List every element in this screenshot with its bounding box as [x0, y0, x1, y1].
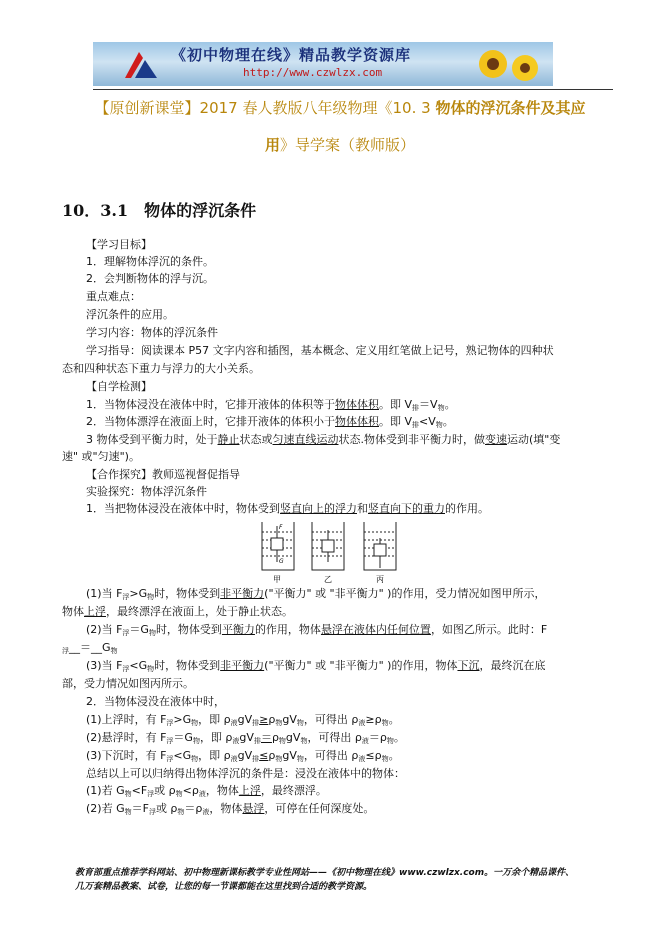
- goal-1: 1．理解物体浮沉的条件。: [86, 255, 214, 268]
- case-2: (2)当 $F_浮=G_物$时，物体受到平衡力的作用，物体悬浮在液体内任何位置，如图乙所示。此时：F: [86, 623, 548, 637]
- self-check-1: 1．当物体浸没在液体中时，它排开液体的体积等于物体体积。即 $V_排=V_物$。: [86, 398, 456, 412]
- rule-1: (1)若 $G_物<F_浮$或 $\rho_物<\rho_液$，物体上浮，最终漂浮。: [86, 784, 327, 798]
- footer: [75, 866, 590, 894]
- summary-text: 总结以上可以归纳得出物体浮沉的条件是：浸没在液体中的物体：: [86, 767, 405, 780]
- case-1: (1)当 $F_浮>G_物$时，物体受到非平衡力("平衡力" 或 "非平衡力" )的作用，受力情况如图甲所示，: [86, 587, 546, 601]
- footer-line-1: 教育部重点推荐学科网站、初中物理新课标教学专业性网站——《初中物理在线》www.czwlzx.com。一万余个精品课件、: [75, 868, 575, 878]
- banner-url[interactable]: http://www.czwlzx.com: [243, 66, 383, 79]
- key-text: 浮沉条件的应用。: [86, 308, 174, 321]
- exp-2: 2．当物体浸没在液体中时，: [86, 695, 225, 708]
- sunflower-icon: [473, 44, 543, 86]
- self-check-3-cont: 速" 或"匀速")。: [62, 450, 140, 463]
- case-3: (3)当 $F_浮<G_物$时，物体受到非平衡力("平衡力" 或 "非平衡力" )的作用，物体下沉，最终沉在底: [86, 659, 546, 673]
- section-heading: 10．3.1 物体的浮沉条件: [62, 201, 257, 220]
- goals-label: 【学习目标】: [86, 238, 152, 251]
- case-2-cont: $_浮\_\_=\_\_G_物$: [62, 641, 118, 655]
- footer-line-2: 几万套精品教案、试卷，让您的每一节课都能在这里找到合适的教学资源。: [75, 882, 373, 892]
- case-1-cont: 物体上浮，最终漂浮在液面上，处于静止状态。: [62, 605, 293, 618]
- case-3-cont: 部，受力情况如图丙所示。: [62, 677, 194, 690]
- beaker-yi: [312, 522, 344, 570]
- fig-label-jia: 甲: [273, 575, 281, 584]
- key-label: 重点难点：: [86, 290, 141, 303]
- float-sink-figure: [256, 518, 406, 586]
- suspended-condition: (2)悬浮时，有 $F_浮=G_物$，即 $\rho_液gV_排=\rho_物gV_物$，可得出 $\rho_液=\rho_物$。: [86, 731, 405, 745]
- fig-label-yi: 乙: [324, 575, 332, 584]
- coop-label: 【合作探究】教师巡视督促指导: [86, 468, 240, 481]
- self-check-label: 【自学检测】: [86, 380, 152, 393]
- fig-label-bing: 丙: [376, 575, 384, 584]
- self-check-2: 2．当物体漂浮在液面上时，它排开液体的体积小于物体体积。即 $V_排<V_物$。: [86, 415, 454, 429]
- fig-label-f: F: [279, 524, 283, 531]
- goal-2: 2．会判断物体的浮与沉。: [86, 272, 214, 285]
- fig-label-g: G: [279, 558, 284, 565]
- sinking-condition: (3)下沉时，有 $F_浮<G_物$，即 $\rho_液gV_排\le\rho_物gV_物$，可得出 $\rho_液\le\rho_物$。: [86, 749, 400, 763]
- exp-text: 实验探究：物体浮沉条件: [86, 485, 207, 498]
- rising-condition: (1)上浮时，有 $F_浮>G_物$，即 $\rho_液gV_排\ge\rho_物gV_物$，可得出 $\rho_液\ge\rho_物$。: [86, 713, 400, 727]
- guide-text-1: 学习指导：阅读课本 P57 文字内容和插图，基本概念、定义用红笔做上记号，熟记物体的四种状: [86, 344, 554, 357]
- rule-2: (2)若 $G_物=F_浮$或 $\rho_物=\rho_液$，物体悬浮，可停在任何深度处。: [86, 802, 375, 816]
- guide-text-2: 态和四种状态下重力与浮力的大小关系。: [62, 362, 260, 375]
- beaker-jia: [262, 522, 294, 570]
- content-text: 学习内容：物体的浮沉条件: [86, 326, 218, 339]
- doc-title-line1: 【原创新课堂】2017 春人教版八年级物理《10. 3 物体的浮沉条件及其应: [94, 99, 586, 117]
- header-banner: [93, 42, 553, 86]
- site-logo-icon: [121, 48, 161, 82]
- banner-brand: 《初中物理在线》精品教学资源库: [171, 46, 412, 64]
- self-check-3: 3 物体受到平衡力时，处于静止状态或匀速直线运动状态.物体受到非平衡力时，做变速运动(填"变: [86, 433, 561, 446]
- header-rule: [93, 89, 613, 90]
- doc-title-line2: 用》导学案（教师版）: [264, 136, 416, 154]
- beaker-bing: [364, 522, 396, 570]
- exp-1: 1．当把物体浸没在液体中时，物体受到竖直向上的浮力和竖直向下的重力的作用。: [86, 502, 489, 515]
